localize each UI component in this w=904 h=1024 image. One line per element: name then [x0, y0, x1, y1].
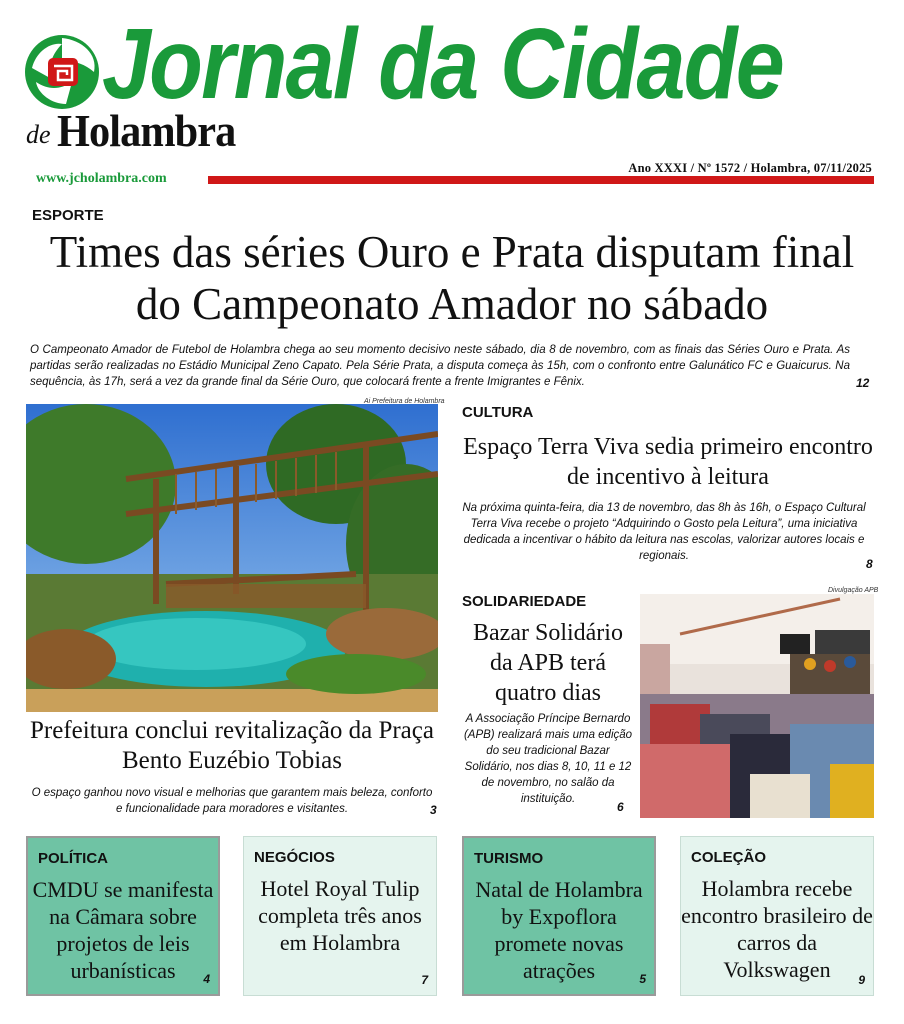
section-label-turismo: TURISMO	[474, 850, 544, 867]
praca-summary: O espaço ganhou novo visual e melhorias que garantem mais beleza, conforto e funcionalidade para moradores e visitantes.	[31, 787, 433, 815]
solidariedade-summary: A Associação Príncipe Bernardo (APB) realizará mais uma edição do seu tradicional Bazar Solidário, nos dias 8, 10, 11 e 12 de novembro, no salão da instituição.	[463, 713, 633, 805]
page-ref-solidariedade: 6	[617, 800, 624, 814]
box-headline[interactable]: Natal de Holambra by Expoflora promete novas atrações	[475, 877, 643, 983]
lead-summary: O Campeonato Amador de Futebol de Holambra chega ao seu momento decisivo neste sábado, dia 8 de novembro, com as finais das Séries Ouro e Prata. As partidas serão realizadas no Estádio Municipal Zeno Capato. Pela Série Prata, a disputa começa às 15h, com o confronto entre Galunático FC e Guaicurus. Na sequência, às 17h, será a vez da grande final da Série Ouro, que colocará frente a frente Imigrantes e Fênix.	[30, 344, 850, 388]
section-label-politica: POLÍTICA	[38, 850, 108, 867]
lead-headline[interactable]: Times das séries Ouro e Prata disputam final do Campeonato Amador no sábado	[49, 227, 855, 329]
website-link[interactable]: www.jcholambra.com	[36, 171, 167, 186]
cultura-headline[interactable]: Espaço Terra Viva sedia primeiro encontro de incentivo à leitura	[463, 434, 873, 490]
masthead-rule	[208, 176, 874, 184]
cultura-summary: Na próxima quinta-feira, dia 13 de novembro, das 8h às 16h, o Espaço Cultural Terra Viva recebe o projeto “Adquirindo o Gosto pela Leitura”, uma iniciativa dedicada a incentivar o hábito da leitura nas escolas, valorizar autores locais e regionais.	[462, 502, 866, 562]
masthead-city: Holambra	[57, 105, 236, 156]
photo-credit-bazar: Divulgação APB	[828, 587, 879, 594]
praca-photo-image	[26, 404, 438, 712]
section-label-negocios: NEGÓCIOS	[254, 849, 335, 866]
box-headline[interactable]: CMDU se manifesta na Câmara sobre projetos de leis urbanísticas	[32, 877, 214, 983]
box-negocios[interactable]	[243, 836, 437, 996]
praca-headline[interactable]: Prefeitura conclui revitalização da Praça Bento Euzébio Tobias	[30, 717, 434, 774]
box-headline[interactable]: Hotel Royal Tulip completa três anos em Holambra	[258, 876, 422, 955]
section-label-cultura: CULTURA	[462, 404, 534, 421]
page-ref: 9	[858, 973, 865, 987]
page-ref: 4	[203, 972, 210, 986]
page-ref: 7	[421, 973, 428, 987]
masthead-de: de	[26, 120, 51, 149]
box-turismo[interactable]	[462, 836, 656, 996]
page-ref-praca: 3	[430, 803, 437, 817]
page-ref-cultura: 8	[866, 557, 873, 571]
box-politica[interactable]	[26, 836, 220, 996]
rose-logo-icon	[22, 32, 108, 110]
box-colecao[interactable]	[680, 836, 874, 996]
section-label-esporte: ESPORTE	[32, 207, 104, 224]
solidariedade-headline[interactable]: Bazar Solidário da APB terá quatro dias	[473, 620, 623, 706]
section-label-solidariedade: SOLIDARIEDADE	[462, 593, 587, 610]
page-ref-lead: 12	[856, 376, 870, 390]
bazar-photo	[640, 594, 874, 818]
page-ref: 5	[639, 972, 646, 986]
photo-credit-praca: Ai Prefeitura de Holambra	[364, 398, 445, 405]
box-headline[interactable]: Holambra recebe encontro brasileiro de carros da Volkswagen	[681, 876, 873, 982]
section-label-colecao: COLEÇÃO	[691, 849, 766, 866]
praca-photo	[26, 404, 438, 712]
bazar-photo-image	[640, 594, 874, 818]
masthead-title: Jornal da Cidade	[102, 8, 783, 120]
edition-info: Ano XXXI / Nº 1572 / Holambra, 07/11/2025	[628, 161, 872, 175]
